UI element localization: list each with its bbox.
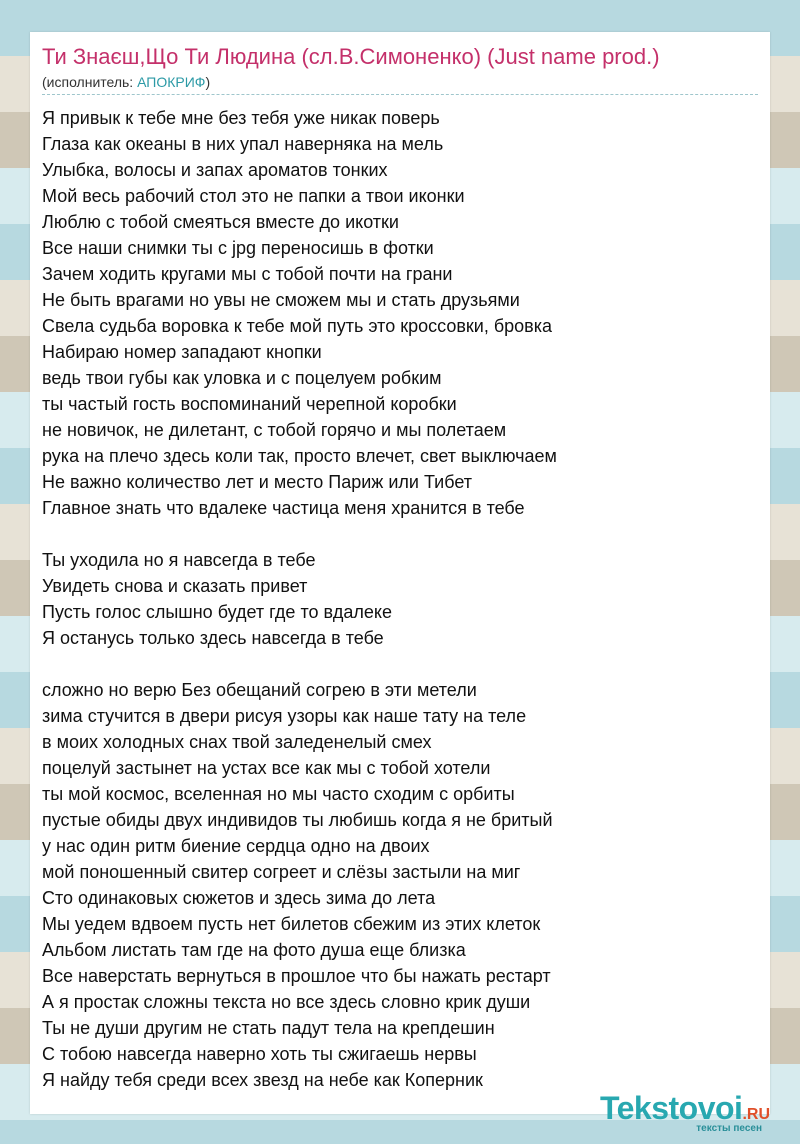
lyric-line: ты мой космос, вселенная но мы часто сходим с орбиты <box>42 784 515 804</box>
lyric-line: поцелуй застынет на устах все как мы с тобой хотели <box>42 758 491 778</box>
lyric-line: Глаза как океаны в них упал наверняка на мель <box>42 134 444 154</box>
stanza-break <box>42 651 758 677</box>
lyric-line: Зачем ходить кругами мы с тобой почти на грани <box>42 264 453 284</box>
lyric-line: зима стучится в двери рисуя узоры как наше тату на теле <box>42 706 527 726</box>
lyric-line: Пусть голос слышно будет где то вдалеке <box>42 602 392 622</box>
lyric-line: Ты уходила но я навсегда в тебе <box>42 550 316 570</box>
lyric-line: Свела судьба воровка к тебе мой путь это кроссовки, бровка <box>42 316 552 336</box>
lyric-line: Я останусь только здесь навсегда в тебе <box>42 628 384 648</box>
lyric-line: ведь твои губы как уловка и с поцелуем робким <box>42 368 442 388</box>
lyric-line: Улыбка, волосы и запах ароматов тонких <box>42 160 388 180</box>
lyric-line: Я привык к тебе мне без тебя уже никак поверь <box>42 108 440 128</box>
logo-tld: .RU <box>742 1106 770 1123</box>
lyric-line: мой поношенный свитер согреет и слёзы застыли на миг <box>42 862 521 882</box>
lyric-line: Набираю номер западают кнопки <box>42 342 322 362</box>
performer-link[interactable]: АПОКРИФ <box>137 74 206 90</box>
lyric-line: Сто одинаковых сюжетов и здесь зима до лета <box>42 888 436 908</box>
lyric-line: Не важно количество лет и место Париж или Тибет <box>42 472 472 492</box>
lyric-line: Мой весь рабочий стол это не папки а твои иконки <box>42 186 465 206</box>
lyric-line: Главное знать что вдалеке частица меня хранится в тебе <box>42 498 525 518</box>
lyric-line: Все наверстать вернуться в прошлое что бы нажать рестарт <box>42 966 551 986</box>
lyric-line: Не быть врагами но увы не сможем мы и стать друзьями <box>42 290 520 310</box>
lyric-line: Увидеть снова и сказать привет <box>42 576 308 596</box>
lyric-line: Альбом листать там где на фото душа еще близка <box>42 940 466 960</box>
lyric-line: Все наши снимки ты с jpg переносишь в фотки <box>42 238 434 258</box>
lyric-line: у нас один ритм биение сердца одно на двоих <box>42 836 430 856</box>
lyric-line: пустые обиды двух индивидов ты любишь когда я не бритый <box>42 810 553 830</box>
performer-prefix: (исполнитель: <box>42 74 138 90</box>
song-title: Ти Знаєш,Що Ти Людина (сл.В.Симоненко) (Just name prod.) <box>42 44 660 69</box>
lyrics-body <box>42 105 758 1093</box>
lyric-line: сложно но верю Без обещаний согрею в эти метели <box>42 680 477 700</box>
lyric-line: не новичок, не дилетант, с тобой горячо и мы полетаем <box>42 420 507 440</box>
lyric-line: в моих холодных снах твой заледенелый смех <box>42 732 432 752</box>
lyric-line: А я простак сложны текста но все здесь словно крик души <box>42 992 531 1012</box>
lyric-line: Люблю с тобой смеяться вместе до икотки <box>42 212 399 232</box>
lyric-line: Мы уедем вдвоем пусть нет билетов сбежим из этих клеток <box>42 914 541 934</box>
logo-tagline: тексты песен <box>696 1123 762 1134</box>
lyric-line: Я найду тебя среди всех звезд на небе как Коперник <box>42 1070 483 1090</box>
logo-wordmark: Tekstovoi <box>599 1090 743 1126</box>
lyric-line: С тобою навсегда наверно хоть ты сжигаешь нервы <box>42 1044 477 1064</box>
stanza-break <box>42 521 758 547</box>
lyric-line: рука на плечо здесь коли так, просто влечет, свет выключаем <box>42 446 557 466</box>
performer-line <box>42 74 758 95</box>
lyrics-sheet <box>30 32 770 1114</box>
lyric-line: Ты не души другим не стать падут тела на крепдешин <box>42 1018 495 1038</box>
site-logo[interactable] <box>600 1090 770 1134</box>
lyric-line: ты частый гость воспоминаний черепной коробки <box>42 394 457 414</box>
performer-suffix: ) <box>205 74 211 90</box>
